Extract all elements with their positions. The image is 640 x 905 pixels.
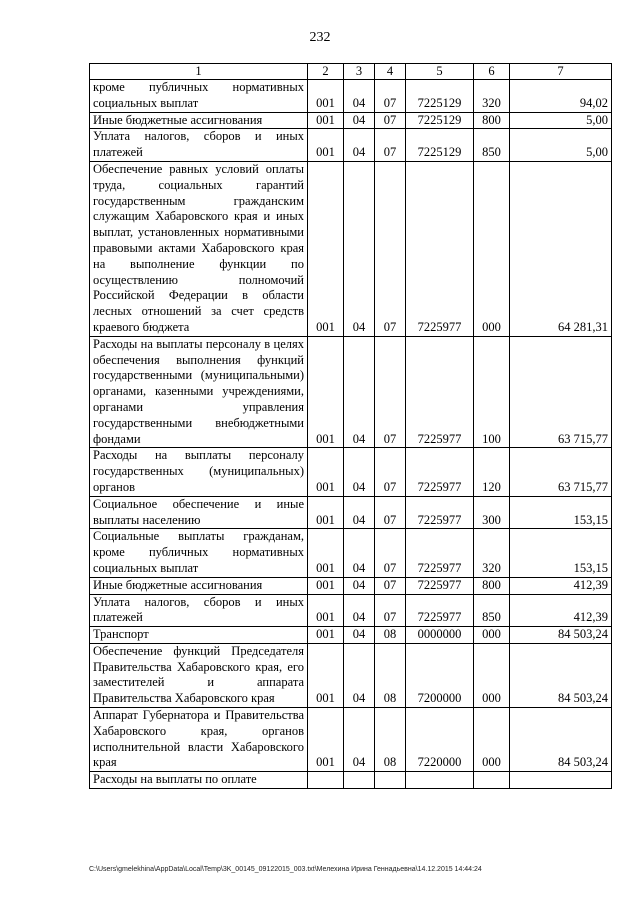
cell-ministry-code: 001 [308,577,344,594]
row-name: Иные бюджетные ассигнования [90,112,308,129]
cell-ministry-code: 001 [308,80,344,113]
cell-amount: 64 281,31 [510,161,612,336]
table-row [90,336,612,448]
cell-subsection-code: 07 [375,448,406,496]
cell-section-code: 04 [344,161,375,336]
header-row [90,64,612,80]
cell-target-code: 7225977 [406,496,474,529]
column-header: 3 [344,64,375,80]
cell-subsection-code: 07 [375,129,406,162]
budget-table [89,63,612,789]
cell-amount: 84 503,24 [510,643,612,707]
cell-ministry-code: 001 [308,448,344,496]
table-row [90,708,612,772]
row-name: Аппарат Губернатора и Правительства Хабаровского края, органов исполнительной власти Хабаровского края [90,708,308,772]
cell-target-code: 7225129 [406,112,474,129]
cell-target-code: 7225977 [406,529,474,577]
cell-amount: 84 503,24 [510,627,612,644]
row-name: Уплата налогов, сборов и иных платежей [90,129,308,162]
cell-subsection-code: 07 [375,594,406,627]
cell-expense-type: 320 [474,529,510,577]
cell-amount: 5,00 [510,112,612,129]
table-row [90,529,612,577]
cell-subsection-code: 07 [375,577,406,594]
row-name: Социальные выплаты гражданам, кроме публичных нормативных социальных выплат [90,529,308,577]
table-row [90,594,612,627]
cell-expense-type: 320 [474,80,510,113]
table-row [90,643,612,707]
cell-subsection-code: 07 [375,496,406,529]
table-row [90,577,612,594]
cell-subsection-code: 07 [375,161,406,336]
cell-subsection-code: 08 [375,627,406,644]
cell-target-code: 7220000 [406,708,474,772]
cell-subsection-code [375,772,406,789]
cell-amount: 412,39 [510,594,612,627]
cell-section-code [344,772,375,789]
page-number: 232 [309,30,331,45]
row-name: Социальное обеспечение и иные выплаты населению [90,496,308,529]
cell-section-code: 04 [344,448,375,496]
cell-section-code: 04 [344,336,375,448]
row-name: Расходы на выплаты персоналу в целях обеспечения выполнения функций государственными (муниципальными) органами, казенными учреждениями, органами управления государственными внебюджетными фондами [90,336,308,448]
cell-target-code: 7225977 [406,161,474,336]
cell-expense-type: 000 [474,643,510,707]
cell-ministry-code: 001 [308,112,344,129]
cell-subsection-code: 07 [375,529,406,577]
column-header: 7 [510,64,612,80]
cell-subsection-code: 07 [375,336,406,448]
cell-expense-type: 850 [474,129,510,162]
cell-ministry-code: 001 [308,643,344,707]
row-name: Расходы на выплаты по оплате [90,772,308,789]
cell-target-code: 7225977 [406,448,474,496]
column-header: 6 [474,64,510,80]
table-row [90,627,612,644]
cell-ministry-code: 001 [308,161,344,336]
cell-amount: 5,00 [510,129,612,162]
table-row [90,80,612,113]
cell-target-code: 7225977 [406,577,474,594]
file-path-footer: C:\Users\gmelekhina\AppData\Local\Temp\3K_00145_09122015_003.txt\Мелехина Ирина Геннадьевна\14.12.2015 14:44:24 [89,866,482,873]
cell-subsection-code: 08 [375,708,406,772]
cell-amount: 94,02 [510,80,612,113]
cell-amount: 63 715,77 [510,336,612,448]
cell-ministry-code: 001 [308,496,344,529]
cell-expense-type [474,772,510,789]
row-name: Уплата налогов, сборов и иных платежей [90,594,308,627]
cell-ministry-code: 001 [308,129,344,162]
row-name: Иные бюджетные ассигнования [90,577,308,594]
cell-section-code: 04 [344,529,375,577]
cell-expense-type: 800 [474,577,510,594]
table-row [90,129,612,162]
column-header: 1 [90,64,308,80]
column-header: 4 [375,64,406,80]
row-name: Обеспечение функций Председателя Правительства Хабаровского края, его заместителей и аппарата Правительства Хабаровского края [90,643,308,707]
row-name: Обеспечение равных условий оплаты труда, социальных гарантий государственным гражданским служащим Хабаровского края и иных выплат, установленных нормативными правовыми актами Хабаровского края на выполнение функции по осуществлению полномочий Российской Федерации в области лесных отношений за счет средств краевого бюджета [90,161,308,336]
cell-target-code [406,772,474,789]
cell-ministry-code: 001 [308,336,344,448]
cell-section-code: 04 [344,129,375,162]
cell-section-code: 04 [344,627,375,644]
cell-subsection-code: 07 [375,80,406,113]
cell-expense-type: 300 [474,496,510,529]
cell-ministry-code [308,772,344,789]
cell-target-code: 0000000 [406,627,474,644]
cell-expense-type: 100 [474,336,510,448]
row-name: Транспорт [90,627,308,644]
cell-expense-type: 850 [474,594,510,627]
cell-target-code: 7225977 [406,336,474,448]
column-header: 5 [406,64,474,80]
cell-section-code: 04 [344,708,375,772]
cell-section-code: 04 [344,496,375,529]
cell-section-code: 04 [344,577,375,594]
table-row [90,161,612,336]
cell-section-code: 04 [344,594,375,627]
table-row [90,448,612,496]
cell-section-code: 04 [344,643,375,707]
cell-section-code: 04 [344,112,375,129]
cell-amount: 153,15 [510,496,612,529]
cell-amount: 153,15 [510,529,612,577]
table-row [90,496,612,529]
cell-expense-type: 000 [474,708,510,772]
cell-subsection-code: 08 [375,643,406,707]
cell-target-code: 7225129 [406,129,474,162]
row-name: кроме публичных нормативных социальных выплат [90,80,308,113]
cell-ministry-code: 001 [308,708,344,772]
cell-amount: 412,39 [510,577,612,594]
table-row [90,772,612,789]
cell-amount: 84 503,24 [510,708,612,772]
cell-expense-type: 800 [474,112,510,129]
cell-subsection-code: 07 [375,112,406,129]
row-name: Расходы на выплаты персоналу государственных (муниципальных) органов [90,448,308,496]
cell-target-code: 7225129 [406,80,474,113]
table-body [90,80,612,789]
cell-ministry-code: 001 [308,529,344,577]
cell-expense-type: 000 [474,627,510,644]
cell-ministry-code: 001 [308,627,344,644]
cell-section-code: 04 [344,80,375,113]
cell-target-code: 7200000 [406,643,474,707]
cell-target-code: 7225977 [406,594,474,627]
cell-expense-type: 120 [474,448,510,496]
cell-ministry-code: 001 [308,594,344,627]
table-row [90,112,612,129]
cell-amount [510,772,612,789]
cell-amount: 63 715,77 [510,448,612,496]
column-header: 2 [308,64,344,80]
cell-expense-type: 000 [474,161,510,336]
